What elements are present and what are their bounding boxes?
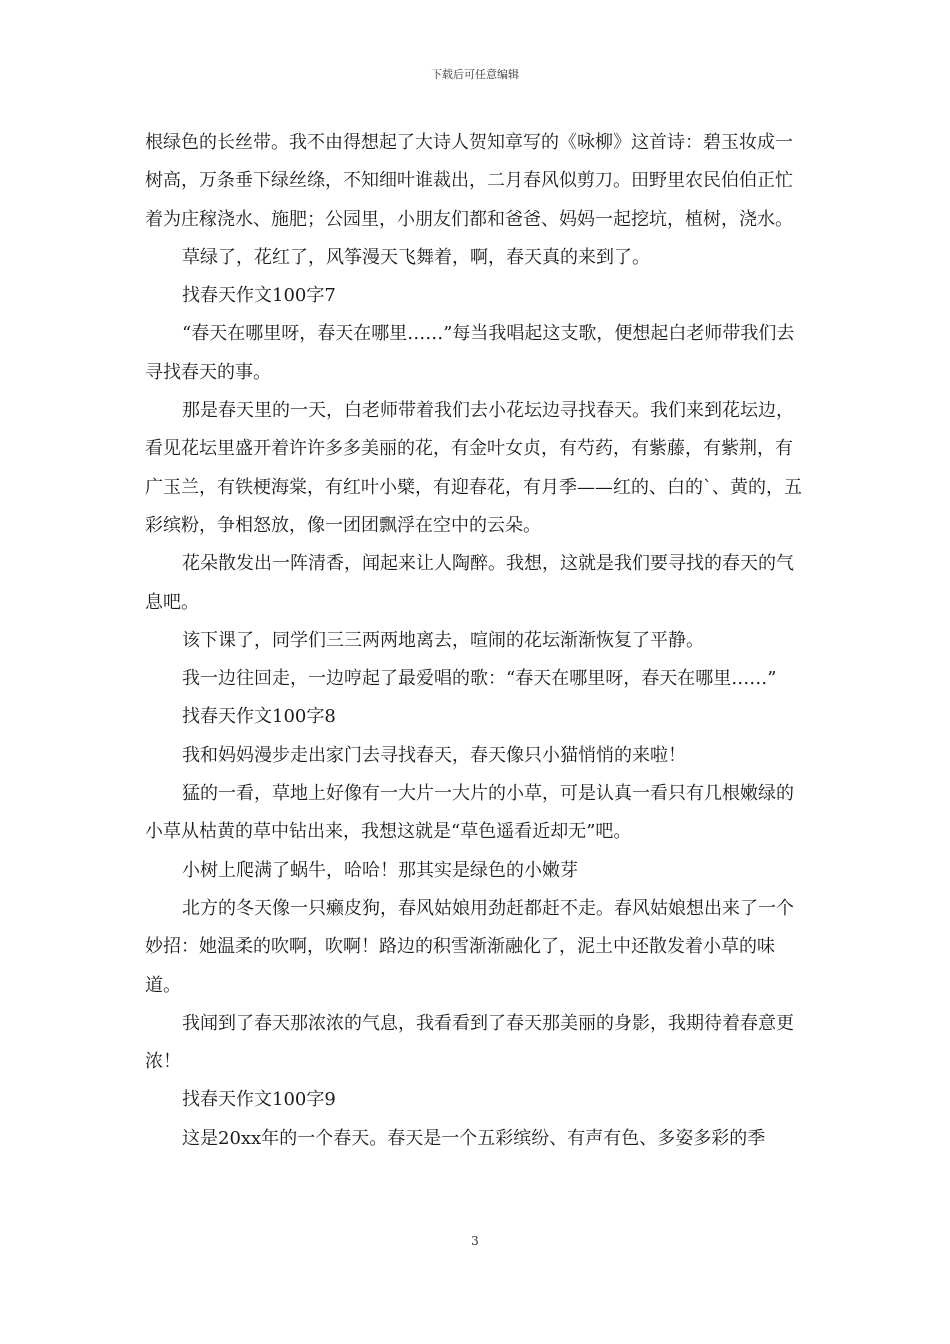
paragraph: 那是春天里的一天，白老师带着我们去小花坛边寻找春天。我们来到花坛边，看见花坛里盛开着许许多多美丽的花，有金叶女贞，有芍药，有紫藤，有紫荆，有广玉兰，有铁梗海棠，有红叶小檗，有迎春花，有月季——红的、白的`、黄的，五彩缤粉，争相怒放，像一团团飘浮在空中的云朵。 xyxy=(145,400,802,536)
section-heading: 找春天作文100字7 xyxy=(182,285,336,307)
section-heading: 找春天作文100字9 xyxy=(182,1089,336,1111)
paragraph: 北方的冬天像一只癞皮狗，春风姑娘用劲赶都赶不走。春风姑娘想出来了一个妙招：她温柔的吹啊，吹啊！路边的积雪渐渐融化了，泥土中还散发着小草的味道。 xyxy=(145,897,794,996)
paragraph: 我一边往回走，一边哼起了最爱唱的歌：“春天在哪里呀，春天在哪里……” xyxy=(182,668,777,690)
paragraph: 猛的一看，草地上好像有一大片一大片的小草，可是认真一看只有几根嫩绿的小草从枯黄的草中钻出来，我想这就是“草色遥看近却无”吧。 xyxy=(145,783,794,843)
paragraph: 我和妈妈漫步走出家门去寻找春天，春天像只小猫悄悄的来啦！ xyxy=(182,744,686,766)
paragraph: 小树上爬满了蜗牛，哈哈！那其实是绿色的小嫩芽 xyxy=(182,859,578,881)
paragraph: 该下课了，同学们三三两两地离去，喧闹的花坛渐渐恢复了平静。 xyxy=(182,629,704,651)
document-body xyxy=(145,124,810,1158)
paragraph: 草绿了，花红了，风筝漫天飞舞着，啊，春天真的来到了。 xyxy=(182,246,650,268)
paragraph: 花朵散发出一阵清香，闻起来让人陶醉。我想，这就是我们要寻找的春天的气息吧。 xyxy=(145,553,794,613)
page-header: 下载后可任意编辑 xyxy=(431,68,519,81)
page-number: 3 xyxy=(471,1234,479,1248)
paragraph: 根绿色的长丝带。我不由得想起了大诗人贺知章写的《咏柳》这首诗：碧玉妆成一树高，万条垂下绿丝绦，不知细叶谁裁出，二月春风似剪刀。田野里农民伯伯正忙着为庄稼浇水、施肥；公园里，小朋友们都和爸爸、妈妈一起挖坑，植树，浇水。 xyxy=(145,132,793,230)
paragraph: 这是20xx年的一个春天。春天是一个五彩缤纷、有声有色、多姿多彩的季 xyxy=(182,1127,766,1149)
paragraph: “春天在哪里呀，春天在哪里……”每当我唱起这支歌，便想起白老师带我们去寻找春天的事。 xyxy=(145,323,795,383)
paragraph: 我闻到了春天那浓浓的气息，我看看到了春天那美丽的身影，我期待着春意更浓！ xyxy=(145,1012,794,1073)
section-heading: 找春天作文100字8 xyxy=(182,706,336,728)
